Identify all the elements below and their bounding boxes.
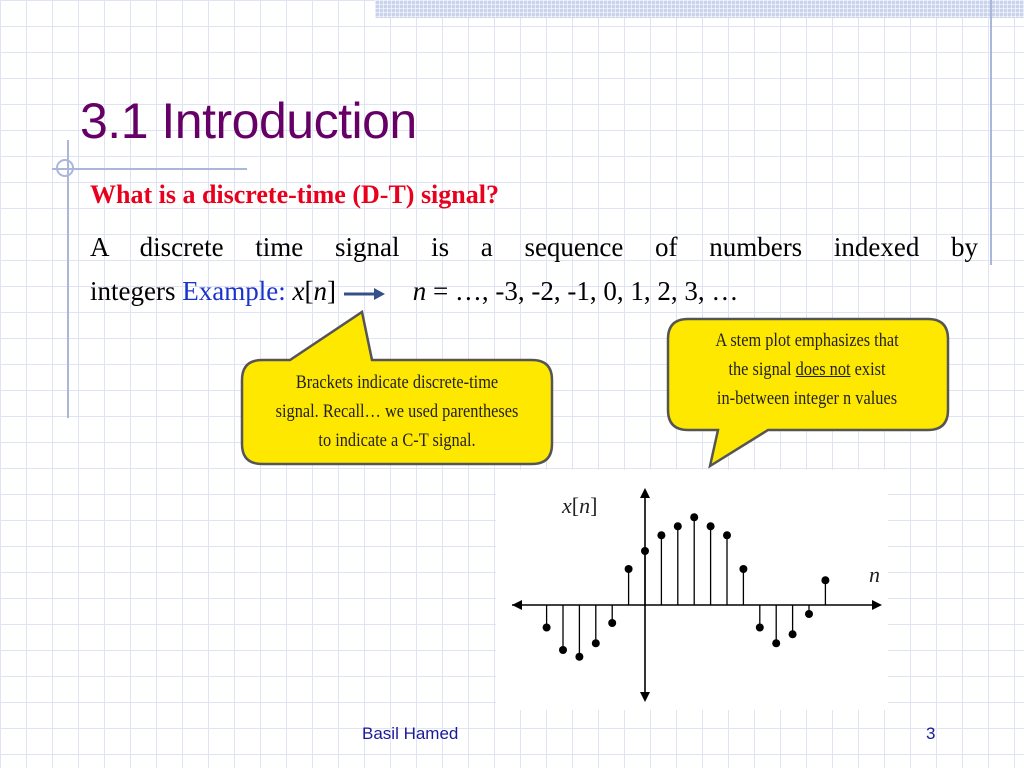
footer-page-number: 3 (926, 724, 936, 743)
signal-x: x (292, 276, 305, 306)
question-heading: What is a discrete-time (D-T) signal? (90, 180, 499, 209)
stem-point (707, 522, 715, 530)
stem-point (789, 630, 797, 638)
brackets-callout-line-1: Brackets indicate discrete-time (295, 372, 499, 393)
n-variable: n (412, 276, 427, 306)
n-axis-left-arrowhead (512, 600, 522, 610)
stem-point (641, 547, 649, 555)
n-values-sequence: = …, -3, -2, -1, 0, 1, 2, 3, … (426, 276, 739, 306)
stem-point (592, 639, 600, 647)
footer-author: Basil Hamed (362, 724, 459, 743)
stem-point (559, 646, 567, 654)
integers-text: integers (90, 276, 183, 306)
stem-point (608, 619, 616, 627)
stem-point (674, 522, 682, 530)
stem-point (625, 565, 633, 573)
bracket-open: [ (304, 276, 314, 306)
stem-callout-text-b: exist (850, 359, 886, 380)
stem-point (657, 531, 665, 539)
amplitude-axis-bottom-arrowhead (640, 692, 650, 702)
example-label: Example: (182, 276, 286, 306)
stem-point (575, 653, 583, 661)
stem-callout-text-a: the signal (728, 359, 796, 380)
stem-point (543, 624, 551, 632)
stem-point (772, 639, 780, 647)
stem-point (739, 565, 747, 573)
stem-series (543, 513, 830, 661)
bracket-close: ] (326, 276, 336, 306)
brackets-callout-line-3: to indicate a C-T signal. (318, 430, 476, 451)
stem-point (805, 610, 813, 618)
plot-y-label: x[n] (562, 493, 598, 518)
stem-point (723, 531, 731, 539)
stem-callout-line-3: in-between integer n values (716, 388, 898, 409)
definition-line-1: A discrete time signal is a sequence of numbers indexed by (90, 232, 978, 262)
amplitude-axis-top-arrowhead (640, 488, 650, 498)
brackets-callout-line-2: signal. Recall… we used parentheses (275, 401, 519, 422)
stem-point (690, 513, 698, 521)
slide-title: 3.1 Introduction (80, 93, 417, 149)
n-axis-right-arrowhead (872, 600, 882, 610)
stem-callout-emphasis: does not (795, 359, 851, 380)
signal-n: n (313, 276, 327, 306)
plot-x-label: n (869, 562, 880, 587)
stem-point (821, 576, 829, 584)
stem-callout-line-1: A stem plot emphasizes that (715, 330, 899, 351)
stem-point (756, 624, 764, 632)
